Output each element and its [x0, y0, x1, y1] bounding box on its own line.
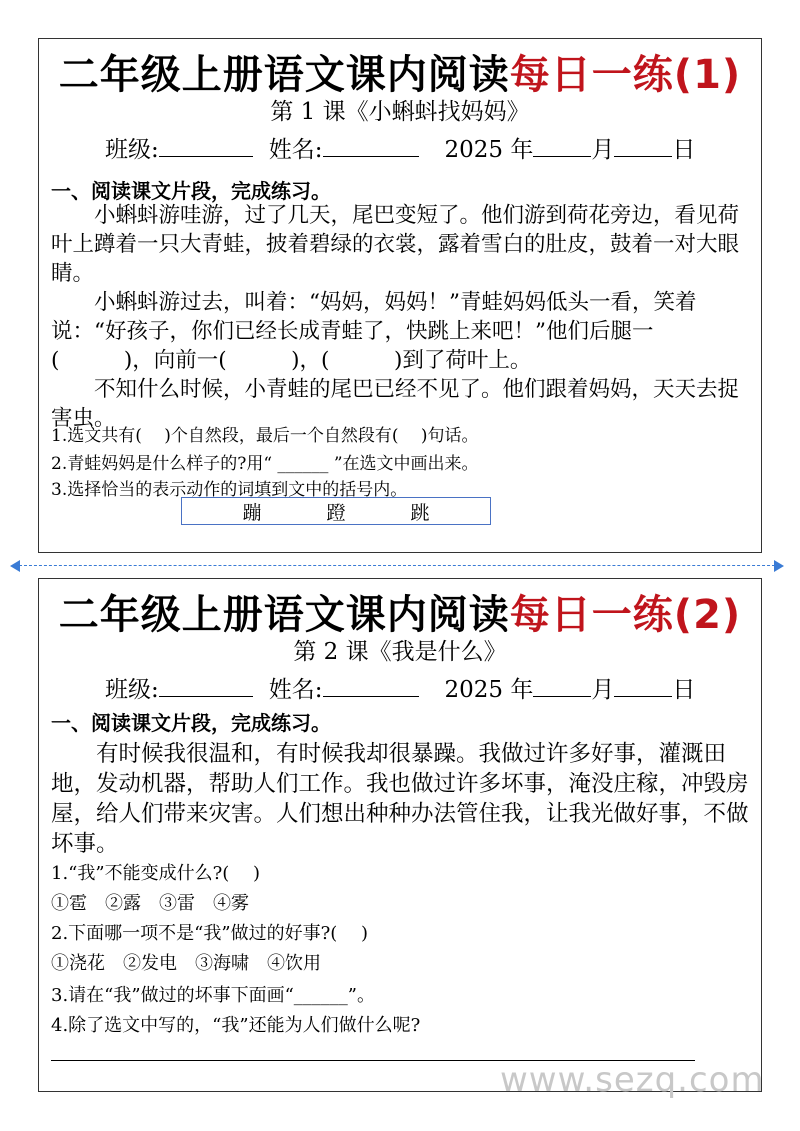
word-option: 蹬 [326, 501, 346, 524]
reading-passage-2 [51, 739, 751, 859]
reading-passage-1 [51, 201, 751, 433]
dashed-divider [14, 565, 780, 566]
month-label: 月 [591, 137, 615, 163]
day-blank[interactable] [614, 134, 672, 157]
worksheet-card-2 [38, 578, 762, 1092]
worksheet-card-1 [38, 38, 762, 553]
paragraph: 小蝌蚪游过去，叫着：“妈妈，妈妈！”青蛙妈妈低头一看，笑着说：“好孩子，你们已经长成青蛙了，快跳上来吧！”他们后腿一( )，向前一( )，( )到了荷叶上。 [51, 290, 697, 373]
question-1-options: ①雹 ②露 ③雷 ④雾 [51, 893, 249, 914]
word-choice-box [181, 497, 491, 525]
month-blank[interactable] [533, 134, 591, 157]
name-label: 姓名: [268, 677, 323, 703]
question-3: 3.选择恰当的表示动作的词填到文中的括号内。 [51, 480, 408, 500]
question-2-options: ①浇花 ②发电 ③海啸 ④饮用 [51, 953, 321, 974]
year-label: 2025 年 [444, 677, 534, 703]
question-1: 1.选文共有( )个自然段，最后一个自然段有( )句话。 [51, 426, 479, 446]
paragraph: 不知什么时候，小青蛙的尾巴已经不见了。他们跟着妈妈，天天去捉害虫。 [51, 377, 740, 431]
paragraph: 有时候我很温和，有时候我却很暴躁。我做过许多好事，灌溉田地，发动机器，帮助人们工作。我也做过许多坏事，淹没庄稼，冲毁房屋，给人们带来灾害。人们想出种种办法管住我，让我光做好事，不做坏事。 [51, 741, 749, 857]
day-label: 日 [672, 677, 696, 703]
day-label: 日 [672, 137, 696, 163]
arrow-right-icon [774, 560, 784, 572]
month-label: 月 [591, 677, 615, 703]
section-heading-2: 一、阅读课文片段，完成练习。 [51, 711, 331, 735]
year-label: 2025 年 [444, 137, 534, 163]
question-4: 4.除了选文中写的，“我”还能为人们做什么呢? [51, 1015, 421, 1036]
class-blank[interactable] [159, 134, 253, 157]
word-option: 蹦 [242, 501, 262, 524]
student-info-row-2 [105, 671, 695, 704]
month-blank[interactable] [533, 674, 591, 697]
class-label: 班级: [105, 137, 159, 163]
worksheet-title-2: 二年级上册语文课内阅读每日一练(2) [58, 592, 742, 638]
name-blank[interactable] [323, 674, 419, 697]
day-blank[interactable] [614, 674, 672, 697]
question-1: 1.“我”不能变成什么?( ) [51, 863, 260, 884]
title-accent: 每日一练(1) [509, 52, 742, 98]
paragraph: 小蝌蚪游哇游，过了几天，尾巴变短了。他们游到荷花旁边，看见荷叶上蹲着一只大青蛙，披着碧绿的衣裳，露着雪白的肚皮，鼓着一对大眼睛。 [51, 203, 740, 286]
class-label: 班级: [105, 677, 159, 703]
question-2: 2.下面哪一项不是“我”做过的好事?( ) [51, 923, 368, 944]
lesson-title-2: 第 2 课《我是什么》 [293, 639, 507, 665]
name-blank[interactable] [323, 134, 419, 157]
title-accent: 每日一练(2) [509, 592, 742, 638]
lesson-title-1: 第 1 课《小蝌蚪找妈妈》 [270, 99, 530, 125]
watermark: www.sezq.com [500, 1060, 765, 1100]
question-3: 3.请在“我”做过的坏事下面画“______”。 [51, 985, 375, 1006]
arrow-left-icon [10, 560, 20, 572]
word-option: 跳 [410, 501, 430, 524]
question-2: 2.青蛙妈妈是什么样子的?用“ ______ ”在选文中画出来。 [51, 454, 479, 474]
section-heading-1: 一、阅读课文片段，完成练习。 [51, 179, 331, 203]
student-info-row-1 [105, 131, 695, 164]
class-blank[interactable] [159, 674, 253, 697]
name-label: 姓名: [268, 137, 323, 163]
worksheet-title-1: 二年级上册语文课内阅读每日一练(1) [58, 52, 742, 98]
